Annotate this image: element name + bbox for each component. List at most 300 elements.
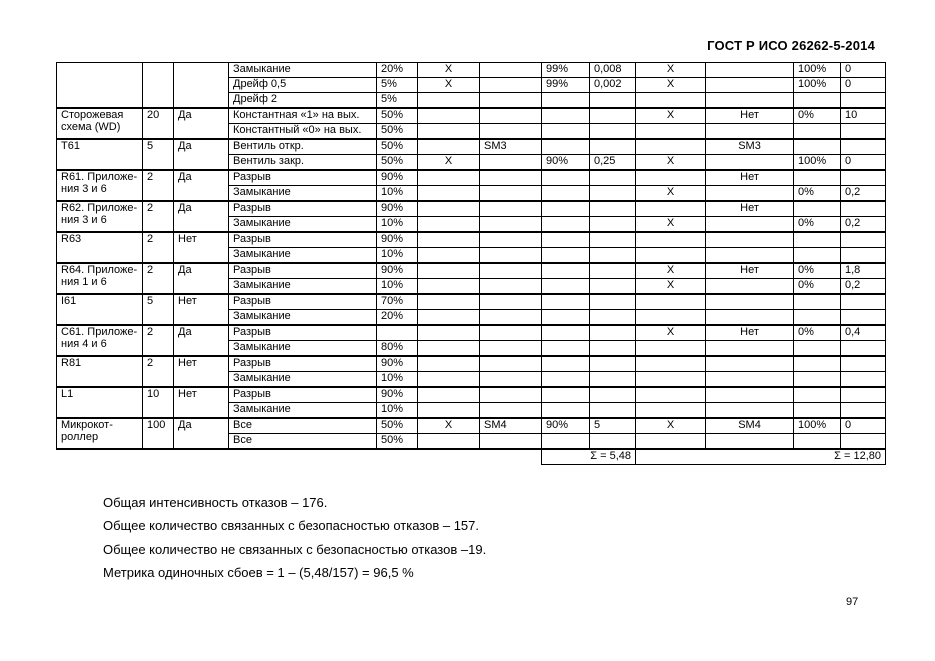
lf-rate-cell [841,434,886,450]
lf-coverage-cell [794,93,841,109]
lf-mechanism-cell [706,279,794,295]
failure-rate-cell: 2 [143,356,174,387]
distribution-cell: 90% [377,263,418,279]
lf-coverage-cell [794,387,841,403]
lf-coverage-cell: 0% [794,263,841,279]
lf-coverage-cell: 0% [794,279,841,295]
spf-rate-cell [590,310,636,326]
lf-coverage-cell: 0% [794,217,841,233]
spf-mechanism-cell [480,387,542,403]
lf-mark-cell [636,201,706,217]
distribution-cell: 70% [377,294,418,310]
spf-coverage-cell [542,108,590,124]
lf-mechanism-cell: Нет [706,263,794,279]
lf-coverage-cell [794,201,841,217]
spf-coverage-cell [542,93,590,109]
spf-coverage-cell [542,325,590,341]
spf-rate-cell [590,325,636,341]
spf-mechanism-cell [480,78,542,93]
lf-mark-cell: X [636,78,706,93]
lf-rate-cell: 0,2 [841,279,886,295]
lf-coverage-cell [794,434,841,450]
safety-related-cell: Нет [174,294,229,325]
spf-mechanism-cell [480,434,542,450]
spf-mark-cell [418,341,480,357]
lf-rate-cell [841,201,886,217]
lf-rate-cell: 1,8 [841,263,886,279]
spf-mark-cell [418,124,480,140]
lf-mechanism-cell [706,310,794,326]
failure-mode-cell: Вентиль откр. [229,139,377,155]
spf-coverage-cell: 99% [542,78,590,93]
spf-mechanism-cell [480,403,542,419]
spf-mechanism-cell [480,63,542,78]
spf-mechanism-cell [480,155,542,171]
failure-mode-cell: Разрыв [229,170,377,186]
spf-rate-cell: 0,25 [590,155,636,171]
component-name-cell: Микрокот-роллер [57,418,143,449]
lf-mechanism-cell: Нет [706,108,794,124]
spf-mark-cell [418,186,480,202]
lf-coverage-cell: 100% [794,78,841,93]
spf-coverage-cell [542,217,590,233]
lf-rate-cell [841,248,886,264]
component-name-cell: R61. Приложе-ния 3 и 6 [57,170,143,201]
lf-rate-cell: 10 [841,108,886,124]
spf-mark-cell [418,263,480,279]
spf-rate-cell [590,93,636,109]
failure-rate-cell: 2 [143,263,174,294]
lf-mechanism-cell [706,294,794,310]
lf-mechanism-cell [706,93,794,109]
spf-rate-cell [590,170,636,186]
failure-mode-cell: Замыкание [229,63,377,78]
spf-rate-cell [590,294,636,310]
spf-mark-cell: X [418,78,480,93]
lf-rate-cell [841,341,886,357]
table-row [57,170,886,186]
safety-related-cell: Нет [174,232,229,263]
spf-mechanism-cell [480,108,542,124]
failure-mode-cell: Разрыв [229,325,377,341]
lf-mechanism-cell [706,217,794,233]
lf-coverage-cell: 100% [794,418,841,434]
lf-mechanism-cell [706,403,794,419]
lf-sum-cell: Σ = 12,80 [636,449,886,465]
lf-mechanism-cell: Нет [706,325,794,341]
spf-mark-cell [418,248,480,264]
spf-coverage-cell: 90% [542,418,590,434]
lf-rate-cell: 0,4 [841,325,886,341]
distribution-cell: 10% [377,217,418,233]
safety-related-cell [174,63,229,109]
failure-mode-cell: Замыкание [229,279,377,295]
lf-rate-cell: 0 [841,78,886,93]
lf-mark-cell [636,170,706,186]
safety-related-cell: Нет [174,356,229,387]
lf-rate-cell [841,294,886,310]
spf-mechanism-cell [480,263,542,279]
spf-mark-cell: X [418,155,480,171]
summary-block [103,491,486,584]
lf-rate-cell [841,372,886,388]
failure-rate-cell: 2 [143,325,174,356]
failure-mode-cell: Все [229,434,377,450]
lf-mark-cell [636,294,706,310]
failure-mode-cell: Замыкание [229,186,377,202]
spf-mechanism-cell [480,170,542,186]
failure-mode-cell: Разрыв [229,356,377,372]
spf-mark-cell [418,108,480,124]
component-name-cell: R63 [57,232,143,263]
spf-coverage-cell [542,434,590,450]
spf-rate-cell [590,387,636,403]
lf-mark-cell: X [636,186,706,202]
table-row [57,263,886,279]
table-row [57,294,886,310]
failure-mode-cell: Дрейф 2 [229,93,377,109]
lf-mark-cell: X [636,63,706,78]
distribution-cell: 90% [377,232,418,248]
failure-rate-cell: 5 [143,139,174,170]
distribution-cell: 20% [377,63,418,78]
distribution-cell: 90% [377,387,418,403]
lf-rate-cell [841,124,886,140]
table-row [57,63,886,78]
spf-rate-cell [590,201,636,217]
spf-mechanism-cell [480,310,542,326]
lf-coverage-cell: 100% [794,63,841,78]
lf-mark-cell: X [636,263,706,279]
spf-mark-cell [418,279,480,295]
lf-mark-cell [636,356,706,372]
failure-mode-cell: Разрыв [229,263,377,279]
spf-mechanism-cell [480,186,542,202]
spf-mechanism-cell [480,124,542,140]
distribution-cell: 50% [377,418,418,434]
lf-coverage-cell: 0% [794,186,841,202]
lf-rate-cell: 0,2 [841,217,886,233]
failure-mode-cell: Дрейф 0,5 [229,78,377,93]
summary-line: Метрика одиночных сбоев = 1 – (5,48/157) = 96,5 % [103,564,414,580]
spf-mechanism-cell [480,248,542,264]
safety-related-cell: Да [174,325,229,356]
lf-rate-cell: 0 [841,155,886,171]
spf-mechanism-cell: SM3 [480,139,542,155]
distribution-cell: 50% [377,155,418,171]
distribution-cell: 90% [377,356,418,372]
failure-rate-cell: 2 [143,232,174,263]
lf-rate-cell [841,232,886,248]
spf-coverage-cell [542,279,590,295]
lf-mechanism-cell [706,341,794,357]
failure-rate-cell: 5 [143,294,174,325]
lf-coverage-cell: 0% [794,325,841,341]
lf-coverage-cell [794,403,841,419]
table-row [57,139,886,155]
spf-mark-cell [418,217,480,233]
fmeda-table [56,62,886,465]
lf-mechanism-cell [706,155,794,171]
spf-mark-cell [418,201,480,217]
lf-mark-cell [636,232,706,248]
spf-coverage-cell [542,170,590,186]
spf-mechanism-cell [480,356,542,372]
blank-cell [57,449,542,465]
spf-mechanism-cell [480,294,542,310]
lf-coverage-cell [794,356,841,372]
lf-mark-cell: X [636,155,706,171]
distribution-cell: 90% [377,201,418,217]
component-name-cell: R81 [57,356,143,387]
spf-mechanism-cell [480,201,542,217]
lf-mechanism-cell [706,372,794,388]
spf-mark-cell [418,356,480,372]
summary-line: Общая интенсивность отказов – 176. [103,495,328,510]
spf-coverage-cell [542,201,590,217]
lf-mechanism-cell [706,63,794,78]
spf-mark-cell: X [418,63,480,78]
lf-rate-cell [841,356,886,372]
component-name-cell: R62. Приложе-ния 3 и 6 [57,201,143,232]
distribution-cell: 5% [377,78,418,93]
spf-rate-cell: 5 [590,418,636,434]
lf-mechanism-cell: Нет [706,170,794,186]
summary-line: Общее количество связанных с безопасностью отказов – 157. [103,518,479,534]
spf-mark-cell [418,310,480,326]
lf-coverage-cell [794,294,841,310]
lf-rate-cell [841,403,886,419]
lf-mechanism-cell [706,78,794,93]
lf-mark-cell [636,341,706,357]
lf-mark-cell [636,310,706,326]
table-row [57,387,886,403]
lf-mark-cell [636,434,706,450]
distribution-cell: 10% [377,372,418,388]
spf-mechanism-cell [480,217,542,233]
table-row [57,356,886,372]
distribution-cell: 50% [377,434,418,450]
spf-rate-cell [590,232,636,248]
failure-mode-cell: Разрыв [229,232,377,248]
sum-row [57,449,886,465]
distribution-cell: 20% [377,310,418,326]
spf-rate-cell [590,279,636,295]
lf-mark-cell [636,403,706,419]
lf-mechanism-cell: SM3 [706,139,794,155]
failure-mode-cell: Все [229,418,377,434]
lf-mechanism-cell [706,232,794,248]
lf-mark-cell [636,139,706,155]
spf-coverage-cell [542,387,590,403]
component-name-cell: L1 [57,387,143,418]
spf-rate-cell [590,263,636,279]
spf-coverage-cell [542,403,590,419]
failure-rate-cell: 2 [143,170,174,201]
lf-coverage-cell [794,248,841,264]
failure-mode-cell: Замыкание [229,310,377,326]
spf-rate-cell [590,186,636,202]
distribution-cell: 10% [377,186,418,202]
table-row [57,108,886,124]
lf-rate-cell: 0 [841,418,886,434]
lf-coverage-cell [794,139,841,155]
lf-mark-cell [636,372,706,388]
spf-rate-cell [590,403,636,419]
spf-mark-cell: X [418,418,480,434]
lf-rate-cell [841,387,886,403]
safety-related-cell: Да [174,170,229,201]
lf-coverage-cell: 0% [794,108,841,124]
summary-line: Общее количество не связанных с безопасностью отказов –19. [103,541,487,557]
lf-mechanism-cell [706,356,794,372]
component-name-cell: T61 [57,139,143,170]
spf-mark-cell [418,325,480,341]
distribution-cell: 5% [377,93,418,109]
spf-rate-cell [590,341,636,357]
spf-rate-cell [590,217,636,233]
failure-mode-cell: Замыкание [229,372,377,388]
safety-related-cell: Да [174,108,229,139]
lf-coverage-cell [794,310,841,326]
failure-mode-cell: Замыкание [229,217,377,233]
distribution-cell: 50% [377,139,418,155]
spf-coverage-cell [542,372,590,388]
spf-rate-cell: 0,008 [590,63,636,78]
safety-related-cell: Да [174,201,229,232]
spf-coverage-cell [542,356,590,372]
spf-coverage-cell [542,263,590,279]
lf-rate-cell: 0 [841,63,886,78]
spf-coverage-cell [542,294,590,310]
spf-mark-cell [418,170,480,186]
spf-rate-cell [590,124,636,140]
failure-rate-cell [143,63,174,109]
table-row [57,325,886,341]
spf-rate-cell [590,248,636,264]
spf-mark-cell [418,232,480,248]
distribution-cell: 10% [377,248,418,264]
lf-mark-cell: X [636,418,706,434]
safety-related-cell: Да [174,139,229,170]
spf-coverage-cell [542,124,590,140]
lf-mark-cell: X [636,217,706,233]
spf-coverage-cell [542,248,590,264]
distribution-cell: 80% [377,341,418,357]
spf-coverage-cell [542,186,590,202]
spf-mechanism-cell [480,325,542,341]
spf-rate-cell [590,434,636,450]
spf-coverage-cell: 99% [542,63,590,78]
lf-coverage-cell [794,232,841,248]
lf-mechanism-cell [706,248,794,264]
spf-mechanism-cell [480,232,542,248]
failure-mode-cell: Вентиль закр. [229,155,377,171]
lf-mark-cell [636,93,706,109]
component-name-cell: I61 [57,294,143,325]
spf-coverage-cell [542,310,590,326]
spf-mark-cell [418,93,480,109]
page-number: 97 [846,596,859,608]
table-row [57,232,886,248]
safety-related-cell: Да [174,418,229,449]
safety-related-cell: Да [174,263,229,294]
spf-rate-cell [590,372,636,388]
spf-coverage-cell [542,341,590,357]
spf-rate-cell [590,139,636,155]
distribution-cell: 90% [377,170,418,186]
lf-mark-cell: X [636,108,706,124]
component-name-cell [57,63,143,109]
spf-mechanism-cell [480,93,542,109]
lf-mark-cell [636,124,706,140]
spf-coverage-cell [542,139,590,155]
spf-mark-cell [418,372,480,388]
table-row [57,201,886,217]
failure-mode-cell: Разрыв [229,387,377,403]
distribution-cell: 50% [377,108,418,124]
failure-mode-cell: Разрыв [229,201,377,217]
component-name-cell: R64. Приложе-ния 1 и 6 [57,263,143,294]
lf-mechanism-cell [706,186,794,202]
spf-mechanism-cell [480,279,542,295]
spf-rate-cell [590,356,636,372]
spf-mark-cell [418,139,480,155]
lf-rate-cell: 0,2 [841,186,886,202]
lf-coverage-cell [794,124,841,140]
spf-mark-cell [418,434,480,450]
failure-rate-cell: 10 [143,387,174,418]
spf-mark-cell [418,294,480,310]
failure-mode-cell: Замыкание [229,248,377,264]
distribution-cell: 50% [377,124,418,140]
lf-coverage-cell [794,341,841,357]
spf-mechanism-cell [480,372,542,388]
component-name-cell: Сторожевая схема (WD) [57,108,143,139]
failure-mode-cell: Константная «1» на вых. [229,108,377,124]
spf-coverage-cell: 90% [542,155,590,171]
safety-related-cell: Нет [174,387,229,418]
lf-rate-cell [841,310,886,326]
lf-mechanism-cell: SM4 [706,418,794,434]
spf-rate-cell [590,108,636,124]
failure-rate-cell: 100 [143,418,174,449]
lf-mark-cell [636,248,706,264]
lf-coverage-cell [794,372,841,388]
lf-mechanism-cell: Нет [706,201,794,217]
spf-mark-cell [418,403,480,419]
failure-rate-cell: 20 [143,108,174,139]
lf-rate-cell [841,93,886,109]
component-name-cell: C61. Приложе-ния 4 и 6 [57,325,143,356]
distribution-cell [377,325,418,341]
distribution-cell: 10% [377,279,418,295]
lf-mark-cell: X [636,279,706,295]
lf-mechanism-cell [706,434,794,450]
lf-rate-cell [841,139,886,155]
distribution-cell: 10% [377,403,418,419]
lf-mark-cell [636,387,706,403]
lf-coverage-cell [794,170,841,186]
table-row [57,418,886,434]
failure-mode-cell: Разрыв [229,294,377,310]
spf-sum-cell: Σ = 5,48 [542,449,636,465]
lf-mechanism-cell [706,387,794,403]
spf-mechanism-cell [480,341,542,357]
spf-mechanism-cell: SM4 [480,418,542,434]
lf-mechanism-cell [706,124,794,140]
lf-rate-cell [841,170,886,186]
